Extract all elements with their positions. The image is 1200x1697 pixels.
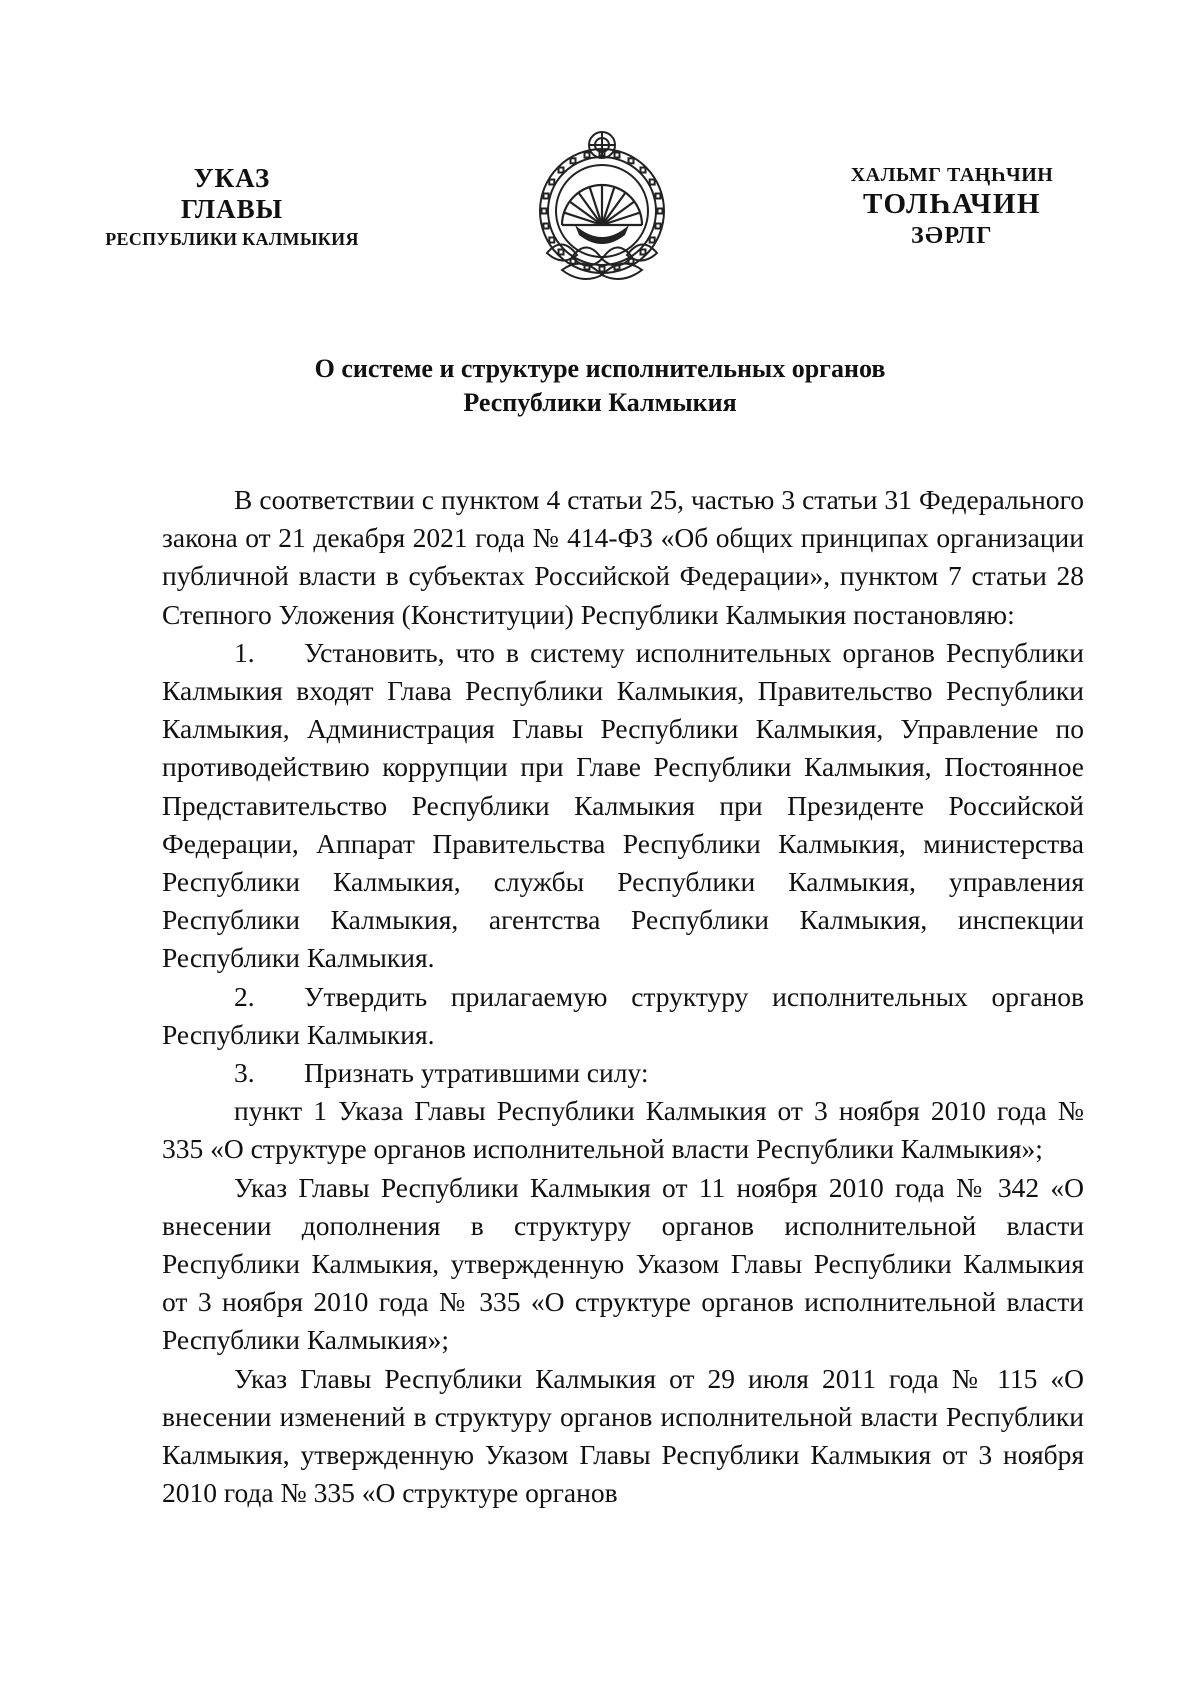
item-1-number: 1. — [234, 636, 255, 668]
repealed-item-1: пункт 1 Указа Главы Республики Калмыкия от 3 ноября 2010 года № 335 «О структуре органов исполнительной власти Республики Калмыкия»; — [162, 1095, 1084, 1165]
header-right-line2: ТОЛҺАЧИН — [863, 188, 1041, 220]
header-right-kalmyk — [822, 163, 1082, 251]
header-right-line1: ХАЛЬМГ ТАҢҺЧИН — [850, 164, 1054, 186]
item-3 — [162, 1054, 1084, 1092]
coat-of-arms-icon — [527, 125, 677, 293]
document-title — [150, 352, 1050, 420]
header-left-russian — [82, 163, 382, 250]
title-line2: Республики Калмыкия — [463, 388, 737, 417]
item-1 — [162, 634, 1084, 978]
item-2 — [162, 978, 1084, 1054]
preamble-paragraph: В соответствии с пунктом 4 статьи 25, частью 3 статьи 31 Федерального закона от 21 декабря 2021 года № 414-ФЗ «Об общих принципах организации публичной власти в субъектах Российской Федерации», пунктом 7 статьи 28 Степного Уложения (Конституции) Республики Калмыкия постановляю: — [162, 484, 1084, 630]
header-right-line3: ЗӘРЛГ — [910, 222, 994, 249]
item-2-text: Утвердить прилагаемую структуру исполнительных органов Республики Калмыкия. — [162, 980, 1084, 1050]
header-left-line3: РЕСПУБЛИКИ КАЛМЫКИЯ — [105, 229, 359, 250]
item-3-number: 3. — [234, 1057, 255, 1089]
title-line1: О системе и структуре исполнительных органов — [314, 354, 886, 383]
decree-body — [162, 481, 1084, 1512]
item-3-text: Признать утратившими силу: — [304, 1057, 649, 1089]
repealed-item-3: Указ Главы Республики Калмыкия от 29 июля 2011 года № 115 «О внесении изменений в структуру органов исполнительной власти Республики Калмыкия, утвержденную Указом Главы Республики Калмыкия от 3 ноября 2010 года № 335 «О структуре органов — [162, 1362, 1084, 1509]
item-2-number: 2. — [234, 980, 255, 1012]
header-left-line1: УКАЗ — [193, 163, 271, 193]
repealed-item-2: Указ Главы Республики Калмыкия от 11 ноября 2010 года № 342 «О внесении дополнения в структуру органов исполнительной власти Республики Калмыкия, утвержденную Указом Главы Республики Калмыкия от 3 ноября 2010 года № 335 «О структуре органов исполнительной власти Республики Калмыкия»; — [162, 1171, 1084, 1356]
item-1-text: Установить, что в систему исполнительных органов Республики Калмыкия входят Глава Республики Калмыкия, Правительство Республики Калмыкия, Администрация Главы Республики Калмыкия, Управление по противодействию коррупции при Главе Республики Калмыкия, Постоянное Представительство Республики Калмыкия при Президенте Российской Федерации, Аппарат Правительства Республики Калмыкия, министерства Республики Калмыкия, службы Республики Калмыкия, управления Республики Калмыкия, агентства Республики Калмыкия, инспекции Республики Калмыкия. — [162, 636, 1084, 974]
header-left-line2: ГЛАВЫ — [180, 194, 284, 225]
